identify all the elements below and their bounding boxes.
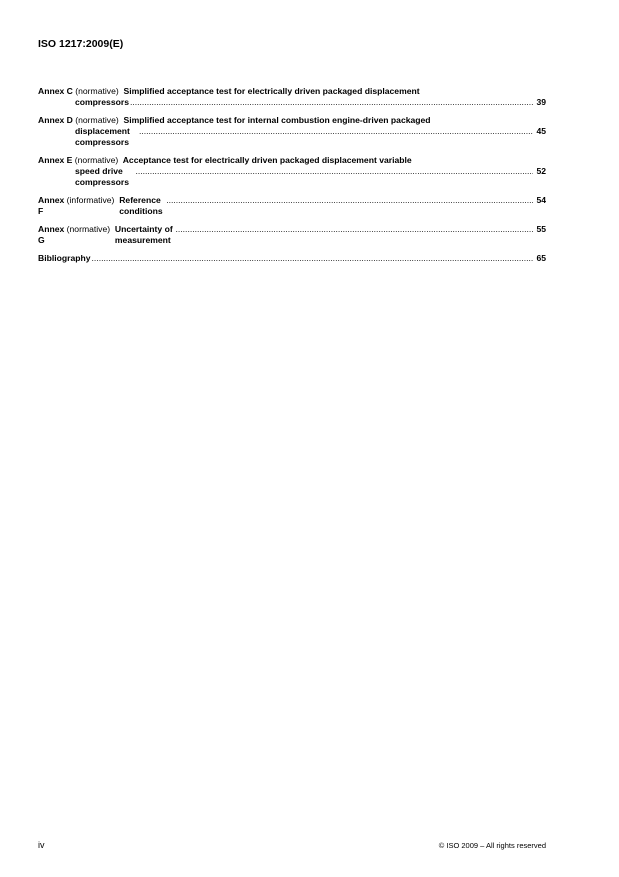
page-number: 55 xyxy=(536,224,546,234)
annex-title-continued: displacement compressors xyxy=(75,126,130,147)
footer-copyright: © ISO 2009 – All rights reserved xyxy=(438,841,546,850)
leader-dots xyxy=(135,166,533,177)
toc-entry-annex-d[interactable] xyxy=(38,115,546,148)
annex-title: Acceptance test for electrically driven packaged displacement variable xyxy=(122,155,412,165)
page-number: 39 xyxy=(536,97,546,107)
toc-entry-annex-e[interactable] xyxy=(38,155,546,188)
annex-type: (informative) xyxy=(66,195,115,205)
leader-dots xyxy=(139,126,533,137)
page-number: 52 xyxy=(536,166,546,176)
toc-entry-bibliography[interactable] xyxy=(38,253,546,264)
toc-entry-annex-c[interactable] xyxy=(38,86,546,108)
annex-label: Annex F xyxy=(38,195,65,216)
page-number: 54 xyxy=(536,195,546,205)
footer-page-number: iv xyxy=(38,840,45,850)
annex-type: (normative) xyxy=(75,115,119,125)
page-number: 45 xyxy=(536,126,546,136)
annex-label: Annex G xyxy=(38,224,65,245)
annex-title-continued: compressors xyxy=(75,97,129,107)
annex-title-continued: speed drive compressors xyxy=(75,166,129,187)
annex-type: (normative) xyxy=(75,86,119,96)
annex-title: Simplified acceptance test for internal combustion engine-driven packaged xyxy=(123,115,431,125)
toc-entry-annex-g[interactable] xyxy=(38,224,546,246)
annex-title: Simplified acceptance test for electrically driven packaged displacement xyxy=(123,86,420,96)
leader-dots xyxy=(92,253,534,264)
document-header: ISO 1217:2009(E) xyxy=(38,38,124,50)
toc-entry-annex-f[interactable] xyxy=(38,195,546,217)
leader-dots xyxy=(166,195,533,206)
annex-title: Uncertainty of measurement xyxy=(114,224,173,245)
annex-label: Annex C xyxy=(38,86,73,96)
annex-title: Reference conditions xyxy=(119,195,163,216)
annex-label: Annex E xyxy=(38,155,73,165)
annex-type: (normative) xyxy=(74,155,119,165)
bibliography-title: Bibliography xyxy=(38,253,91,263)
leader-dots xyxy=(130,97,533,108)
annex-label: Annex D xyxy=(38,115,73,125)
annex-type: (normative) xyxy=(66,224,111,234)
page-number: 65 xyxy=(536,253,546,263)
table-of-contents xyxy=(38,86,546,271)
leader-dots xyxy=(176,224,534,235)
